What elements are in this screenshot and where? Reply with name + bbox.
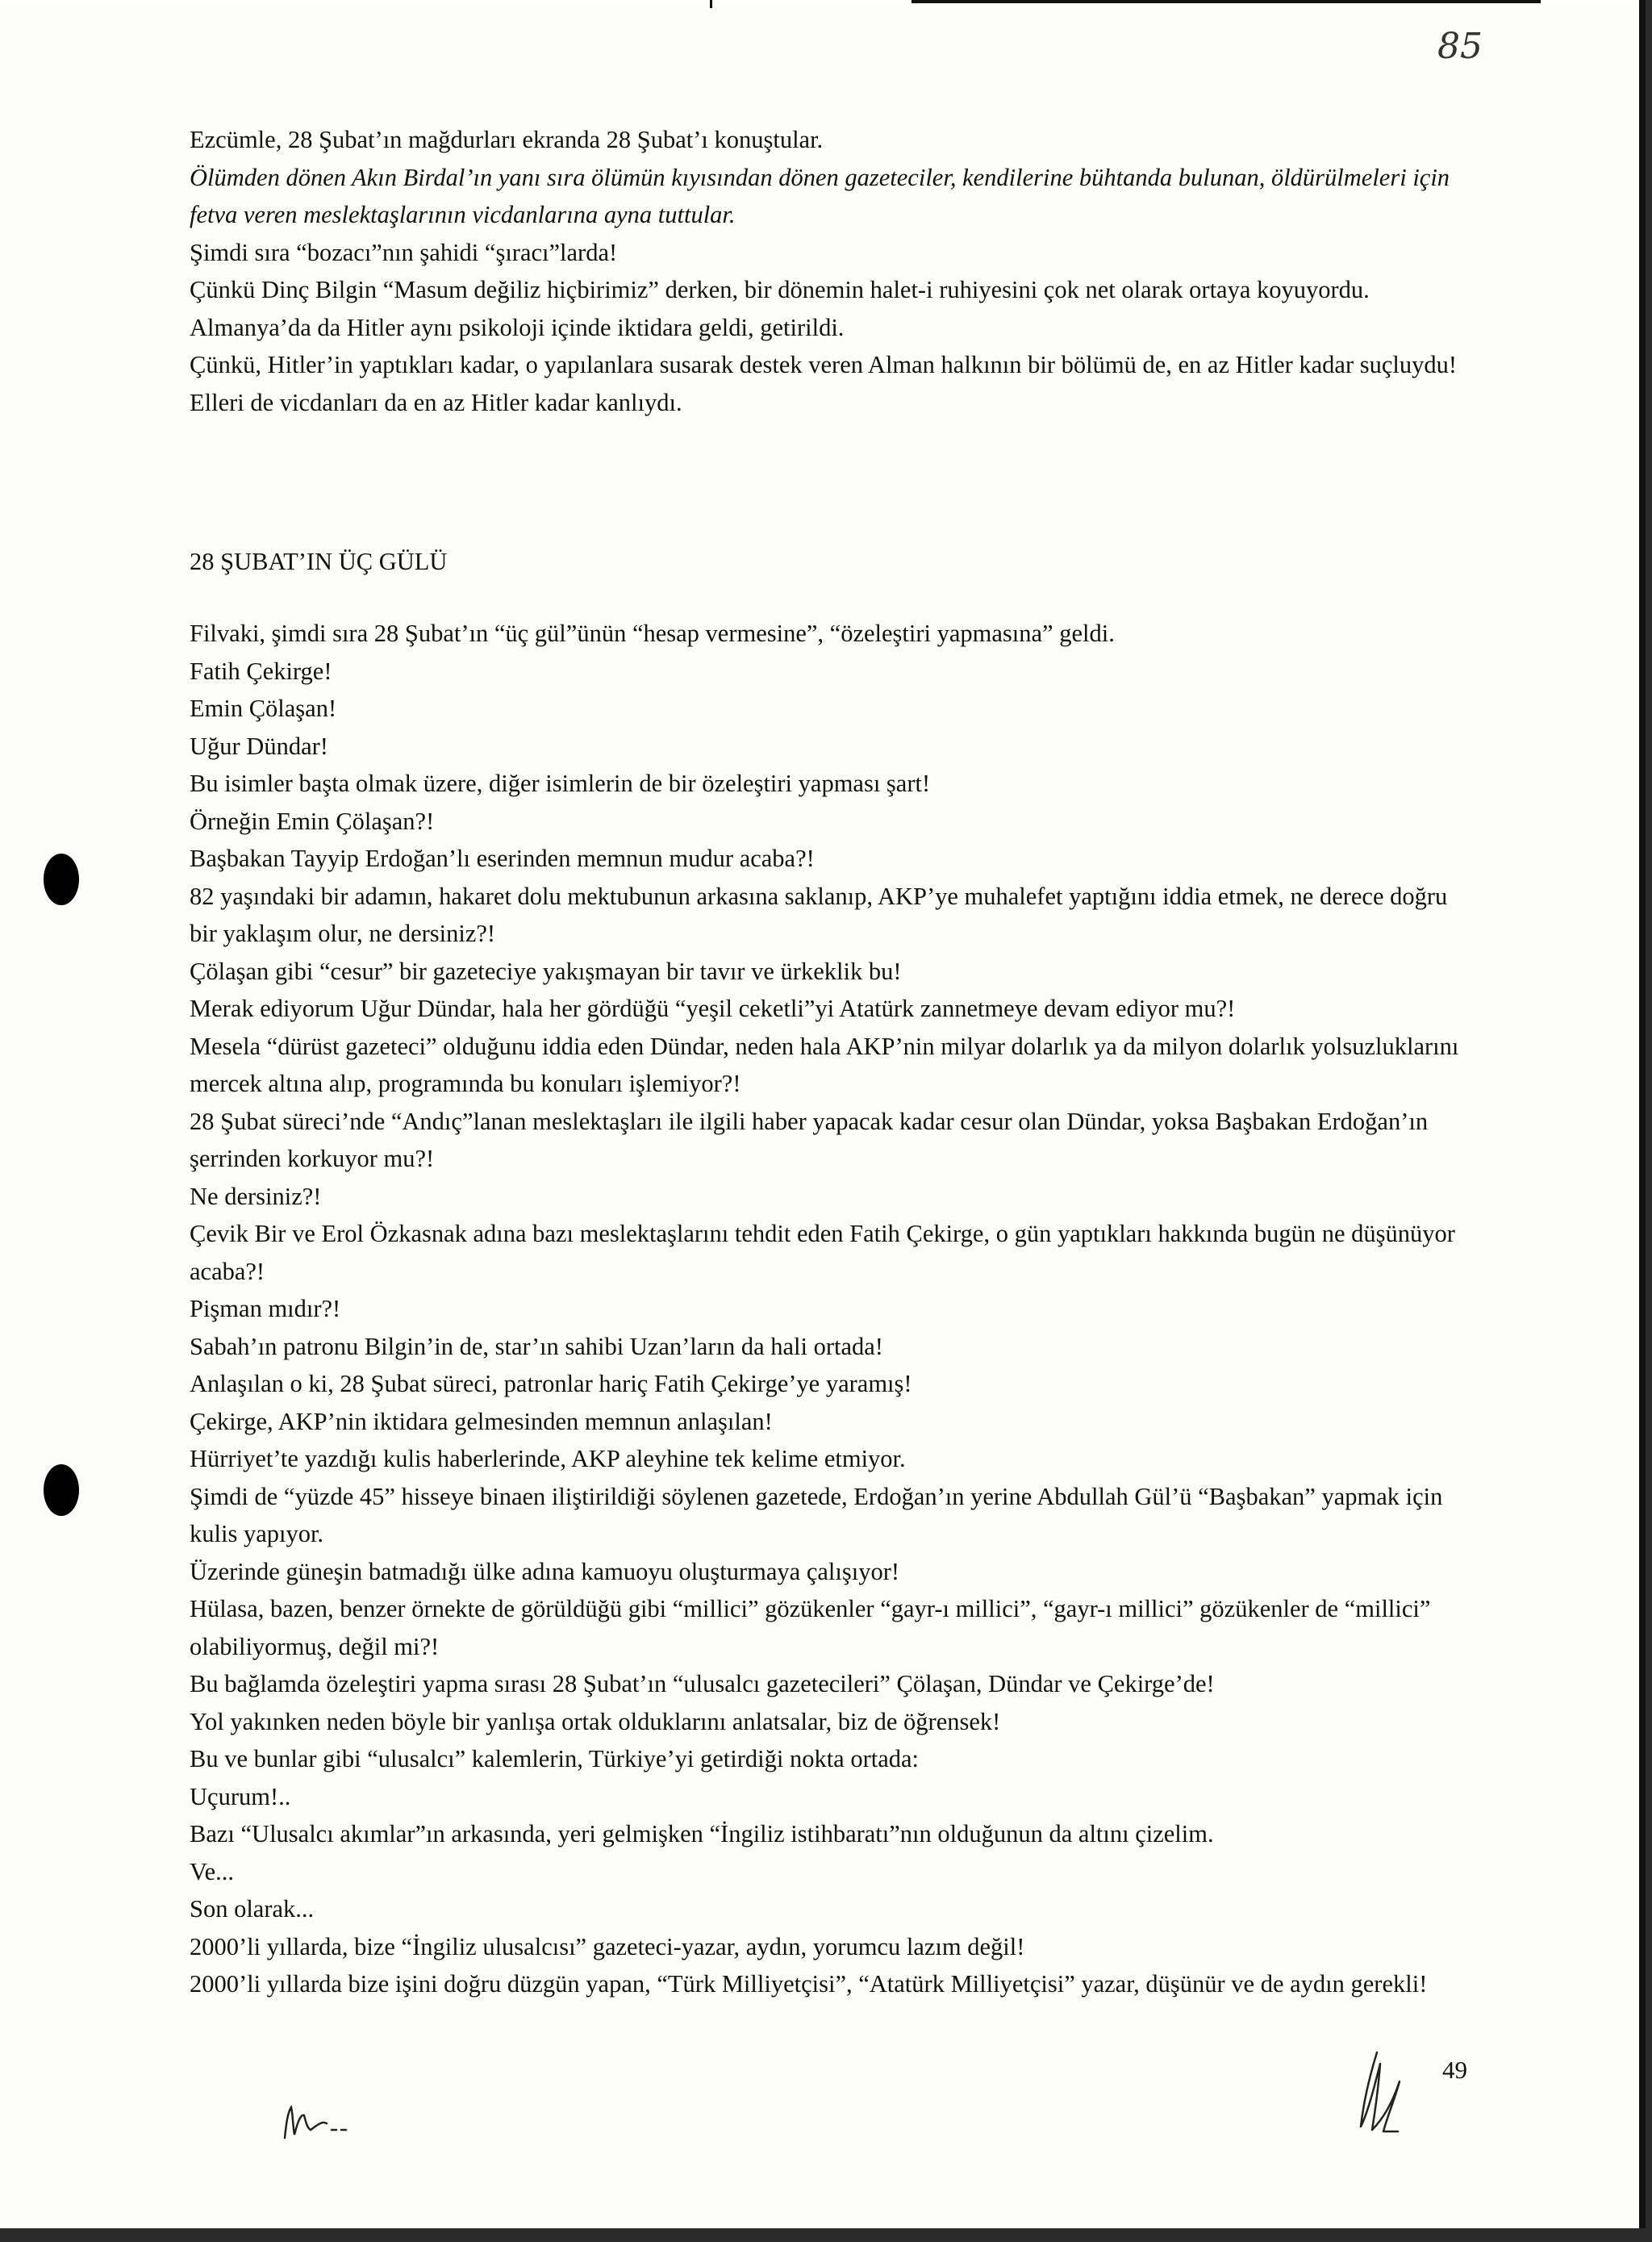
handwritten-page-mark: 85 [1437, 26, 1483, 67]
paragraph: Üzerinde güneşin batmadığı ülke adına kamuoyu oluşturmaya çalışıyor! [190, 1557, 900, 1585]
paragraph: Bu isimler başta olmak üzere, diğer isimlerin de bir özeleştiri yapması şart! [190, 770, 931, 797]
paragraph: 28 Şubat süreci’nde “Andıç”lanan meslektaşları ile ilgili haber yapacak kadar cesur olan Dündar, yoksa Başbakan Erdoğan’ın şerrinden korkuyor mu?! [190, 1107, 1429, 1172]
paragraph: Ve... [190, 1857, 235, 1885]
page-number: 49 [1442, 2056, 1467, 2084]
paragraph: Şimdi de “yüzde 45” hisseye binaen iliştirildiği söylenen gazetede, Erdoğan’ın yerine Abdullah Gül’ü “Başbakan” yapmak için kulis yapıyor. [190, 1482, 1443, 1547]
paragraph: Çünkü Dinç Bilgin “Masum değiliz hiçbirimiz” derken, bir dönemin halet-i ruhiyesini çok net olarak ortaya koyuyordu. [190, 276, 1370, 303]
paragraph: Merak ediyorum Uğur Dündar, hala her gördüğü “yeşil ceketli”yi Atatürk zannetmeye devam ediyor mu?! [190, 995, 1236, 1022]
punch-hole [44, 1464, 79, 1516]
paragraph: Elleri de vicdanları da en az Hitler kadar kanlıydı. [190, 388, 682, 416]
paragraph: Bazı “Ulusalcı akımlar”ın arkasında, yeri gelmişken “İngiliz istihbaratı”nın olduğunun da altını çizelim. [190, 1820, 1214, 1847]
section-heading: 28 ŞUBAT’IN ÜÇ GÜLÜ [190, 548, 448, 575]
paragraph: Örneğin Emin Çölaşan?! [190, 807, 435, 835]
paragraph: Başbakan Tayyip Erdoğan’lı eserinden memnun mudur acaba?! [190, 845, 815, 872]
handwritten-signature-right [1343, 2049, 1440, 2138]
paragraph: Fatih Çekirge! [190, 657, 332, 685]
paragraph: Son olarak... [190, 1895, 315, 1923]
paragraph: Almanya’da da Hitler aynı psikoloji içinde iktidara geldi, getirildi. [190, 313, 845, 341]
scan-top-tick [710, 0, 712, 8]
paragraph: Bu bağlamda özeleştiri yapma sırası 28 Şubat’ın “ulusalcı gazetecileri” Çölaşan, Dündar ve Çekirge’de! [190, 1670, 1215, 1697]
scan-top-border-line [912, 0, 1541, 3]
paragraph: Hülasa, bazen, benzer örnekte de görüldüğü gibi “millici” gözükenler “gayr-ı millici”, “gayr-ı millici” gözükenler de “millici” olabiliyormuş, değil mi?! [190, 1595, 1431, 1660]
paragraph: Şimdi sıra “bozacı”nın şahidi “şıracı”larda! [190, 238, 618, 266]
paragraph: Mesela “dürüst gazeteci” olduğunu iddia eden Dündar, neden hala AKP’nin milyar dolarlık ya da milyon dolarlık yolsuzluklarını mercek altına alıp, programında bu konuları işlemiyor?! [190, 1032, 1459, 1097]
section-1-text [190, 121, 1480, 421]
paragraph: Ezcümle, 28 Şubat’ın mağdurları ekranda 28 Şubat’ı konuştular. [190, 126, 824, 153]
paragraph: Çevik Bir ve Erol Özkasnak adına bazı meslektaşlarını tehdit eden Fatih Çekirge, o gün yaptıkları hakkında bugün ne düşünüyor acaba?! [190, 1220, 1455, 1285]
scan-right-border [1639, 0, 1646, 2228]
paragraph: Çölaşan gibi “cesur” bir gazeteciye yakışmayan bir tavır ve ürkeklik bu! [190, 957, 902, 985]
paragraph: Pişman mıdır?! [190, 1295, 341, 1322]
paragraph: Çekirge, AKP’nin iktidara gelmesinden memnun anlaşılan! [190, 1407, 773, 1435]
paragraph: 82 yaşındaki bir adamın, hakaret dolu mektubunun arkasına saklanıp, AKP’ye muhalefet yaptığını iddia etmek, ne derece doğru bir yaklaşım olur, ne dersiniz?! [190, 882, 1448, 947]
section-2-text [190, 615, 1480, 2003]
paragraph: Anlaşılan o ki, 28 Şubat süreci, patronlar hariç Fatih Çekirge’ye yaramış! [190, 1370, 912, 1397]
paragraph: Bu ve bunlar gibi “ulusalcı” kalemlerin, Türkiye’yi getirdiği nokta ortada: [190, 1745, 920, 1772]
handwritten-initials-left [278, 2098, 367, 2142]
paragraph: 2000’li yıllarda bize işini doğru düzgün yapan, “Türk Milliyetçisi”, “Atatürk Milliyetçisi” yazar, düşünür ve de aydın gerekli! [190, 1970, 1428, 1998]
paragraph: Hürriyet’te yazdığı kulis haberlerinde, AKP aleyhine tek kelime etmiyor. [190, 1445, 906, 1472]
paragraph: Sabah’ın patronu Bilgin’in de, star’ın sahibi Uzan’ların da hali ortada! [190, 1332, 883, 1360]
paragraph: Emin Çölaşan! [190, 695, 337, 722]
paragraph: Yol yakınken neden böyle bir yanlışa ortak olduklarını anlatsalar, biz de öğrensek! [190, 1707, 1001, 1735]
punch-hole [44, 854, 79, 905]
paragraph: Çünkü, Hitler’in yaptıkları kadar, o yapılanlara susarak destek veren Alman halkının bir bölümü de, en az Hitler kadar suçluydu! [190, 351, 1458, 378]
paragraph: Uçurum!.. [190, 1782, 291, 1810]
paragraph: Ölümden dönen Akın Birdal’ın yanı sıra ölümün kıyısından dönen gazeteciler, kendilerine bühtanda bulunan, öldürülmeleri için fetva veren meslektaşlarının vicdanlarına ayna tuttular. [190, 163, 1450, 228]
paragraph: Uğur Dündar! [190, 732, 328, 760]
paragraph: Filvaki, şimdi sıra 28 Şubat’ın “üç gül”ünün “hesap vermesine”, “özeleştiri yapmasına” geldi. [190, 620, 1115, 647]
paragraph: Ne dersiniz?! [190, 1182, 322, 1210]
paragraph: 2000’li yıllarda, bize “İngiliz ulusalcısı” gazeteci-yazar, aydın, yorumcu lazım değil! [190, 1932, 1025, 1960]
